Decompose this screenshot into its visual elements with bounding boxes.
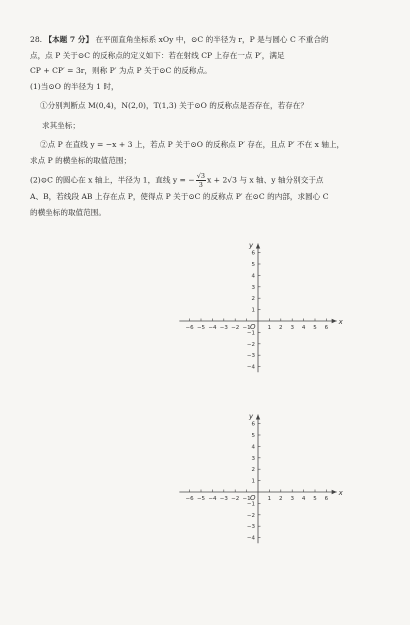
x-tick-label: 5 [313,496,317,502]
y-tick-label: −4 [246,535,255,542]
x-axis-label: x [338,489,343,497]
x-tick-label: 6 [324,325,329,331]
y-tick-label: 4 [251,273,255,280]
problem-text: 在平面直角坐标系 xOy 中，⊙C 的半径为 r，P 是与圆心 C 不重合的 [95,35,329,44]
part2-line-3: 的横坐标的取值范围。 [30,207,106,217]
x-tick-label: 5 [313,325,317,331]
x-tick-label: −3 [219,325,228,331]
y-tick-label: 5 [251,433,255,439]
origin-label: O [250,494,256,502]
part1-question-1-end: 求其坐标； [42,120,80,130]
fraction-numerator: √3 [196,172,205,180]
x-axis-label: x [338,318,343,326]
part1-question-1: ①分别判断点 M(0,4)，N(2,0)，T(1,3) 关于⊙O 的反称点是否存在，若存在？ [40,101,308,110]
x-tick-label: −5 [196,496,206,502]
x-tick-label: −6 [185,496,194,502]
problem-line-3: CP + CP′ = 3r，则称 P′ 为点 P 关于⊙C 的反称点。 [30,66,212,75]
y-tick-label: 5 [251,262,255,268]
y-tick-label: 3 [251,284,255,291]
x-tick-label: 1 [267,325,272,331]
y-tick-label: 1 [251,478,255,485]
coordinate-system-1 [179,241,343,372]
origin-label: O [250,323,256,331]
y-tick-label: −1 [246,330,255,337]
x-tick-label: −1 [242,325,251,331]
y-tick-label: −1 [246,501,255,508]
problem-number: 28. [30,35,43,44]
x-tick-label: −5 [196,325,206,331]
x-tick-label: −2 [231,496,240,502]
x-tick-label: −1 [242,496,251,502]
y-tick-label: 2 [251,467,255,474]
x-tick-label: −6 [185,325,194,331]
part1-question-2-end: 求点 P 的横坐标的取值范围； [30,155,132,165]
x-tick-label: 3 [290,496,294,502]
y-axis-label: y [249,412,254,421]
x-tick-label: −2 [231,325,240,331]
y-tick-label: −3 [246,353,255,360]
x-tick-label: 4 [301,496,306,502]
y-tick-label: −4 [246,364,255,371]
x-tick-label: 2 [279,325,283,331]
x-tick-label: 1 [267,496,272,502]
y-tick-label: 3 [251,455,255,462]
x-tick-label: −3 [219,496,228,502]
x-axis-arrow [332,490,337,494]
y-axis-label: y [249,241,254,250]
x-tick-label: 6 [324,496,329,502]
coordinate-system-2 [179,412,343,543]
x-tick-label: 3 [290,325,294,331]
part1-heading: (1)当⊙O 的半径为 1 时， [30,81,119,91]
x-tick-label: −4 [208,325,217,331]
x-tick-label: 2 [279,496,283,502]
y-tick-label: −3 [246,524,255,531]
y-axis-arrow [256,243,260,248]
part2-line-2: A、B，若线段 AB 上存在点 P，使得点 P 关于⊙C 的反称点 P′ 在⊙C 的内部，求圆心 C [30,192,329,201]
problem-score: 【本题 7 分】 [44,35,94,44]
y-tick-label: 6 [251,250,255,257]
part2-suffix: x + 2√3 与 x 轴、y 轴分别交于点 [206,175,324,185]
y-tick-label: −2 [246,512,255,519]
x-axis-arrow [332,319,337,323]
fraction-denominator: 3 [198,181,203,189]
y-axis-arrow [256,414,260,419]
x-tick-label: −4 [208,496,217,502]
x-tick-label: 4 [301,325,306,331]
y-tick-label: −2 [246,341,255,348]
problem-line-2: 点，点 P 关于⊙C 的反称点的定义如下：若在射线 CP 上存在一点 P′，满足 [30,50,285,60]
part1-question-2: ②点 P 在直线 y = −x + 3 上，若点 P 关于⊙O 的反称点 P′ 存在，且点 P′ 不在 x 轴上， [40,140,345,149]
y-tick-label: 4 [251,444,255,451]
y-tick-label: 6 [251,421,255,428]
y-tick-label: 2 [251,296,255,303]
y-tick-label: 1 [251,307,255,314]
part2-prefix: (2)⊙C 的圆心在 x 轴上，半径为 1，直线 y = − [30,175,195,185]
